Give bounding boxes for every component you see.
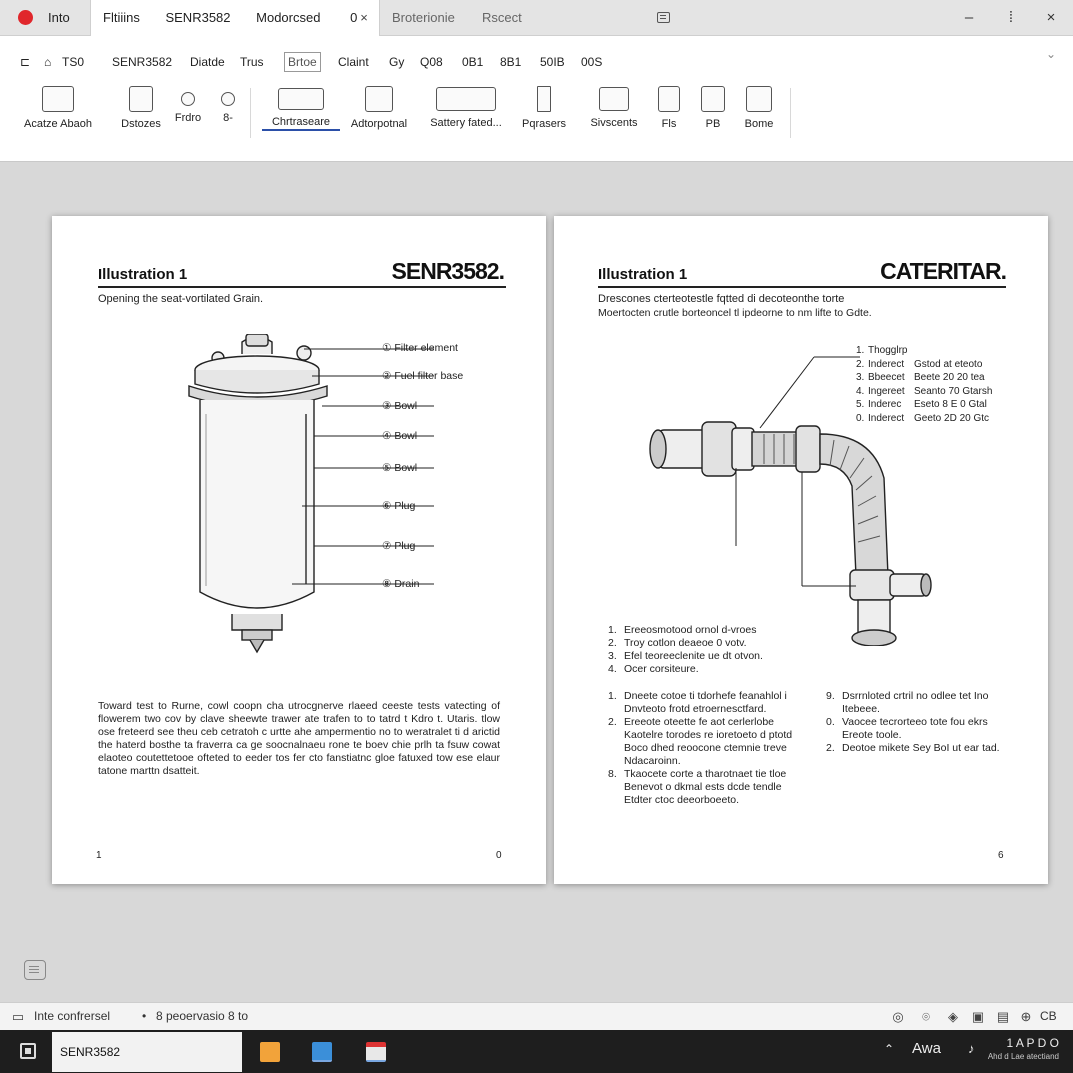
battery-icon xyxy=(436,87,496,111)
ribbon-label-sivscents: Sivscents xyxy=(590,117,638,129)
file-menu-icon[interactable]: ⊏ xyxy=(20,55,31,69)
ribbon-label-sattery: Sattery fated... xyxy=(430,117,502,129)
title-rule xyxy=(598,286,1006,288)
list-item: Ereote toole. xyxy=(842,729,902,741)
list-item: 2. Troy cotlon deaeoe 0 votv. xyxy=(608,637,747,649)
maximize-icon[interactable]: ⁞ xyxy=(1008,9,1014,26)
status-separator: • xyxy=(142,1009,147,1023)
page-number: 0 xyxy=(496,850,502,861)
print-layout-icon[interactable]: ▣ xyxy=(971,1009,985,1024)
ribbon-button-sivscents[interactable] xyxy=(586,86,642,146)
monitor-icon xyxy=(599,87,629,111)
list-item: Boco dhed reoocone ctemnie treve xyxy=(624,742,787,754)
ribbon-label-frdro: Frdro xyxy=(174,112,202,124)
spec-row: 0. Inderect Geeto 2D 20 Gtc xyxy=(856,412,990,424)
menu-q08[interactable]: Q08 xyxy=(420,55,443,69)
page-title: Illustration 1 xyxy=(98,266,188,283)
ribbon-button-adtorpotnal[interactable] xyxy=(344,86,414,146)
file-explorer-icon[interactable] xyxy=(260,1042,280,1062)
focus-icon[interactable]: ◎ xyxy=(892,1009,904,1024)
menu-claint[interactable]: Claint xyxy=(338,55,369,69)
fuel-filter-illustration xyxy=(172,334,472,664)
ribbon-label-pqrasers: Pqrasers xyxy=(521,118,567,130)
record-icon[interactable] xyxy=(18,10,33,25)
menu-senr[interactable]: SENR3582 xyxy=(112,55,173,69)
page-subtitle-2: Moertocten crutle borteoncel tl ipdeorne to nm lifte to Gdte. xyxy=(598,307,872,319)
list-item: Itebeee. xyxy=(842,703,880,715)
camera-icon xyxy=(701,86,725,112)
spec-row: 4. Ingereet Seanto 70 Gtarsh xyxy=(856,385,993,397)
web-layout-icon[interactable]: ▤ xyxy=(996,1009,1010,1024)
list-item: 0. Vaocee tecrorteeo tote fou ekrs xyxy=(826,716,988,728)
menu-gy[interactable]: Gy xyxy=(389,55,405,69)
page-subtitle: Opening the seat-vortilated Grain. xyxy=(98,293,264,305)
ribbon-label-dstozes: Dstozes xyxy=(121,118,161,130)
page-subtitle: Drescones cterteotestle fqtted di decoteonthe torte xyxy=(598,293,845,305)
ribbon-label-fls: Fls xyxy=(661,118,677,130)
callout-7: ⑦ Plug xyxy=(382,540,416,552)
ribbon-button-frdro[interactable] xyxy=(172,86,204,146)
page-number: 1 xyxy=(96,850,102,861)
ribbon-label-pb: PB xyxy=(705,118,721,130)
menu-brtoe[interactable]: Brtoe xyxy=(284,52,321,72)
close-icon[interactable]: × xyxy=(1046,9,1056,26)
tab-label-senr: SENR3582 xyxy=(165,10,231,25)
ribbon-button-pqrasers[interactable] xyxy=(516,86,572,146)
spec-row: 1. Thogglrp xyxy=(856,345,908,356)
callout-6: ⑥ Plug xyxy=(382,500,416,512)
page-right xyxy=(554,216,1048,884)
callout-1: ① Filter element xyxy=(382,342,458,354)
tab-bar xyxy=(0,0,1073,36)
list-item: 8. Tkaocete corte a tharotnaet tie tloe xyxy=(608,768,787,780)
ribbon-button-pb[interactable] xyxy=(698,86,728,146)
volume-icon[interactable]: ♪ xyxy=(968,1041,975,1056)
steps-list-b xyxy=(608,690,792,807)
tab-label-modorcsed: Modorcsed xyxy=(256,10,321,25)
taskbar-search[interactable]: SENR3582 xyxy=(52,1032,242,1072)
list-item: 1. Ereeosmotood ornol d-vroes xyxy=(608,624,757,636)
ribbon-button-sattery[interactable] xyxy=(422,86,510,146)
ribbon-button-bome[interactable] xyxy=(740,86,778,146)
list-item: Ndacaroinn. xyxy=(624,755,681,767)
list-item: Benevot o dkmal ests dcde tendle xyxy=(624,781,782,793)
parallel-icon xyxy=(537,86,551,112)
ribbon-label-chrtraseare: Chrtraseare xyxy=(262,116,340,131)
title-rule xyxy=(98,286,506,288)
ribbon xyxy=(0,36,1073,162)
zoom-value[interactable]: CB xyxy=(1040,1009,1057,1023)
ribbon-button-chrtraseare[interactable] xyxy=(262,86,340,146)
pipe-fitting-illustration xyxy=(644,356,944,646)
steps-list-a xyxy=(608,624,763,676)
document-icon[interactable]: ▭ xyxy=(11,1009,25,1024)
tab-into[interactable]: Into xyxy=(48,10,70,25)
callout-4: ④ Bowl xyxy=(382,430,418,442)
list-item: 4. Ocer corsiteure. xyxy=(608,663,699,675)
tray-chevron-icon[interactable]: ⌃ xyxy=(884,1042,895,1056)
ribbon-button-acatze[interactable] xyxy=(18,86,98,146)
start-icon[interactable] xyxy=(20,1043,36,1059)
tab-label-zero: 0 xyxy=(350,10,358,25)
menu-00s[interactable]: 00S xyxy=(581,55,603,69)
status-page-info: 8 peoervasio 8 to xyxy=(156,1009,249,1023)
photos-app-icon[interactable] xyxy=(312,1042,332,1062)
callout-8: ⑧ Drain xyxy=(382,578,420,590)
tab-label-fltiiins: Fltiiins xyxy=(103,10,140,25)
list-item: Etdter ctoc deeorboeeto. xyxy=(624,794,739,806)
menu-diatde[interactable]: Diatde xyxy=(190,55,225,69)
document-code: SENR3582. xyxy=(391,258,504,284)
menu-trus[interactable]: Trus xyxy=(240,55,264,69)
list-item: 2. Ereeote oteette fe aot cerlerlobe xyxy=(608,716,775,728)
list-item: 1. Dneete cotoe ti tdorhefe feanahlol i xyxy=(608,690,787,702)
tab-rscect[interactable]: Rscect xyxy=(482,10,522,25)
file-icon xyxy=(658,86,680,112)
read-mode-icon[interactable]: ◈ xyxy=(948,1009,958,1024)
tab-close-icon[interactable]: × xyxy=(360,10,368,25)
callout-3: ③ Bowl xyxy=(382,400,418,412)
spec-row: 5. Inderec Eseto 8 E 0 Gtal xyxy=(856,399,987,410)
page-number: 6 xyxy=(998,850,1004,861)
ribbon-button-dstozes[interactable] xyxy=(116,86,166,146)
link-icon xyxy=(278,88,324,110)
list-item: 2. Deotoe mikete Sey BoI ut ear tad. xyxy=(826,742,1000,754)
spec-row: 3. Bbeecet Beete 20 20 tea xyxy=(856,372,985,383)
list-item: 3. Efel teoreeclenite ue dt otvon. xyxy=(608,650,763,662)
ribbon-label-acatze: Acatze Abaoh xyxy=(24,118,92,130)
zoom-icon[interactable]: ⊕ xyxy=(1020,1009,1032,1024)
list-item: Dnvteoto frotd etroernesctfard. xyxy=(624,703,767,715)
location-icon[interactable]: ⌾ xyxy=(922,1009,930,1024)
tray-status[interactable]: Awa xyxy=(912,1040,941,1057)
comments-icon[interactable] xyxy=(24,960,46,980)
page-left xyxy=(52,216,546,884)
home-menu-icon[interactable]: ⌂ xyxy=(44,55,52,69)
ribbon-collapse-icon[interactable]: ⌄ xyxy=(1046,47,1057,61)
clock[interactable] xyxy=(988,1037,1059,1063)
ribbon-button-fls[interactable] xyxy=(654,86,684,146)
status-text: Inte confrersel xyxy=(34,1009,111,1023)
callout-5: ⑤ Bowl xyxy=(382,462,418,474)
menu-50ib[interactable]: 50IB xyxy=(540,55,565,69)
ribbon-label-search: 8- xyxy=(223,112,233,124)
spec-row: 2. Inderect Gstod at eteoto xyxy=(856,358,983,370)
ribbon-separator xyxy=(250,88,251,138)
ribbon-label-adtorpotnal: Adtorpotnal xyxy=(350,118,408,130)
pin-icon xyxy=(181,92,195,106)
ribbon-button-search[interactable] xyxy=(214,86,242,146)
menu-0b1[interactable]: 0B1 xyxy=(462,55,484,69)
page-icon xyxy=(365,86,393,112)
document-area[interactable] xyxy=(0,162,1073,1002)
expand-icon xyxy=(42,86,74,112)
steps-list-c xyxy=(826,690,1000,755)
list-item: 9. Dsrrnloted crtril no odlee tet Ino xyxy=(826,690,989,702)
ribbon-label-bome: Bome xyxy=(744,118,774,130)
chart-icon xyxy=(129,86,153,112)
menu-8b1[interactable]: 8B1 xyxy=(500,55,522,69)
tab-list-icon[interactable] xyxy=(657,12,670,23)
list-item: Kaotelre torodes re ioretoeto d ptotd xyxy=(624,729,793,741)
menu-ts0[interactable]: TS0 xyxy=(62,55,85,69)
status-bar xyxy=(0,1002,1073,1030)
tab-broterionie[interactable]: Broterionie xyxy=(392,10,455,25)
clock-time: 1 A P D O xyxy=(1006,1036,1059,1050)
tab-active[interactable] xyxy=(90,0,380,36)
brand-logo: CATERITAR. xyxy=(880,258,1006,284)
search-icon xyxy=(221,92,235,106)
minimize-icon[interactable]: – xyxy=(964,9,974,26)
gear-icon xyxy=(746,86,772,112)
document-app-icon[interactable] xyxy=(366,1042,386,1062)
taskbar xyxy=(0,1030,1073,1073)
page-title: Illustration 1 xyxy=(598,266,688,283)
callout-2: ② Fuel filter base xyxy=(382,370,464,382)
clock-date: Ahd d Lae atectiand xyxy=(987,1052,1059,1061)
ribbon-separator xyxy=(790,88,791,138)
body-paragraph: Toward test to Rurne, cowl coopn cha utrocgnerve rlaeed ceeste tests vatecting of flowerem two cov by clave sheewte trawer ate trafen to to tatrd t Kdro t. Utaris. tlow ose freteerd see theu ceb cetratoh c urtte ahe ampermentio no to weratralet ti d arictid the haterd bosthe ta fraverra ca ge soocnalnaeu rone te boev chie prlh ta fsuw cowat elaoteo coutettetooe ofteted to eeder tos fer cto fanstiatnc gloe fatuxed tow ese elaur tatone marttn dsatteit. xyxy=(98,700,500,777)
